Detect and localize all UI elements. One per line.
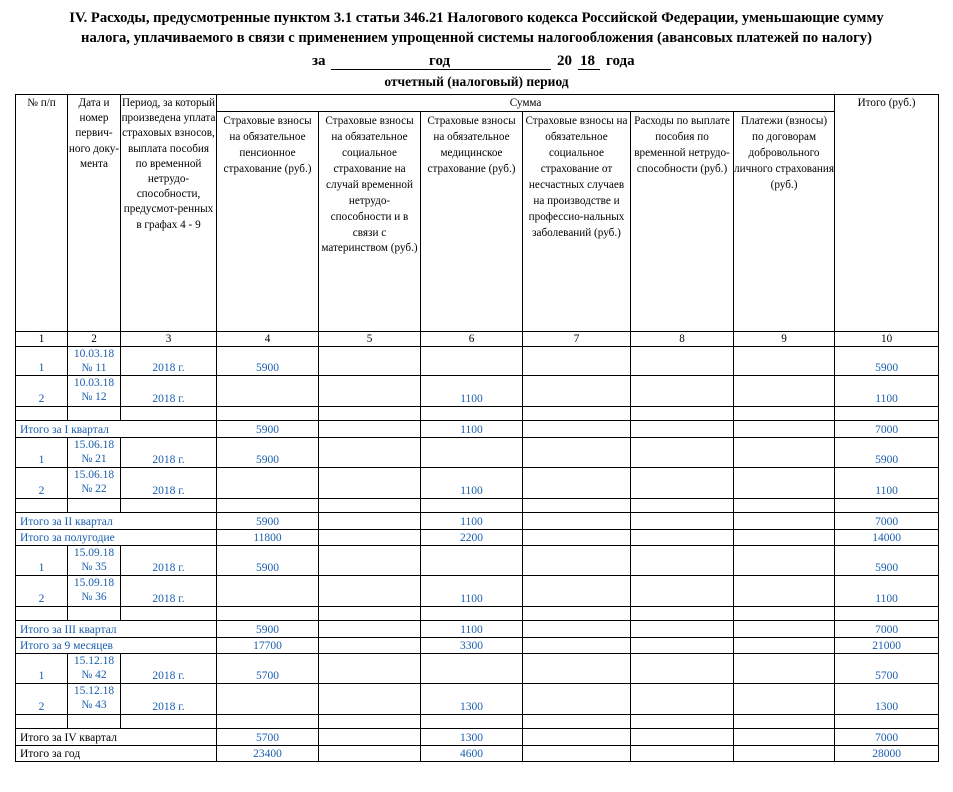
total-cell: 1100 (835, 576, 939, 607)
empty-cell (319, 347, 421, 376)
medical-cell: 4600 (421, 746, 523, 762)
pension-cell (217, 376, 319, 407)
total-cell: 5700 (835, 654, 939, 684)
header-col-6: Страховые взносы на обязательное медицинское страхование (руб.) (421, 112, 523, 332)
row-number: 2 (16, 576, 68, 607)
medical-cell: 2200 (421, 530, 523, 546)
medical-cell: 1100 (421, 421, 523, 438)
col-number: 2 (68, 332, 121, 347)
subtotal-row (16, 729, 939, 746)
total-cell: 14000 (835, 530, 939, 546)
document-date: 15.12.18 (73, 685, 115, 698)
medical-cell: 1100 (421, 621, 523, 638)
col-number: 10 (835, 332, 939, 347)
total-cell: 7000 (835, 621, 939, 638)
document-cell (68, 438, 121, 468)
col-number: 8 (631, 332, 734, 347)
period-cell: 2018 г. (121, 376, 217, 407)
header-col-5: Страховые взносы на обязательное социальное страхование на случай временной нетрудо-способности и в связи с материнством (руб.) (319, 112, 421, 332)
document-number: № 42 (81, 669, 107, 682)
document-number: № 35 (81, 561, 107, 574)
period-suffix: года (606, 53, 635, 69)
document-cell (68, 684, 121, 715)
header-row-1 (16, 95, 939, 112)
subtotal-label: Итого за II квартал (16, 513, 217, 530)
medical-cell: 1300 (421, 729, 523, 746)
header-col-3: Период, за который произведена уплата страховых взносов, выплата пособия по временной нетрудо-способности, предусмот-ренных в графах 4 - 9 (121, 95, 217, 332)
pension-cell: 5900 (217, 347, 319, 376)
subtotal-label: Итого за 9 месяцев (16, 638, 217, 654)
empty-cell (319, 376, 421, 407)
pension-cell (217, 684, 319, 715)
empty-cell (734, 376, 835, 407)
col-number: 9 (734, 332, 835, 347)
period-cell: 2018 г. (121, 468, 217, 499)
document-date: 10.03.18 (73, 348, 115, 361)
total-cell: 7000 (835, 421, 939, 438)
medical-cell: 1300 (421, 684, 523, 715)
total-cell: 7000 (835, 729, 939, 746)
subtotal-label: Итого за полугодие (16, 530, 217, 546)
row-number: 2 (16, 376, 68, 407)
empty-cell (631, 376, 734, 407)
total-cell: 5900 (835, 546, 939, 576)
pension-cell (217, 576, 319, 607)
total-cell: 1300 (835, 684, 939, 715)
document-cell (68, 654, 121, 684)
table-row (16, 347, 939, 376)
empty-cell (631, 347, 734, 376)
document-date: 15.09.18 (73, 547, 115, 560)
medical-cell (421, 438, 523, 468)
period-cell: 2018 г. (121, 347, 217, 376)
header-col-2: Дата и номер первич-ного доку-мента (68, 95, 121, 332)
empty-row (16, 499, 939, 513)
column-numbers-row (16, 332, 939, 347)
col-number: 3 (121, 332, 217, 347)
heading-line-1: IV. Расходы, предусмотренные пунктом 3.1 статьи 346.21 Налогового кодекса Российской Федерации, уменьшающие сумму (69, 10, 884, 26)
subtotal-label: Итого за IV квартал (16, 729, 217, 746)
table-row (16, 438, 939, 468)
header-col-7: Страховые взносы на обязательное социальное страхование от несчастных случаев на производстве и профессио-нальных заболеваний (руб.) (523, 112, 631, 332)
document-number: № 11 (81, 362, 107, 375)
row-number: 1 (16, 546, 68, 576)
medical-cell: 1100 (421, 376, 523, 407)
total-cell: 28000 (835, 746, 939, 762)
period-year: 18 (580, 53, 595, 69)
heading-line-2: налога, уплачиваемого в связи с применением упрощенной системы налогообложения (авансовых платежей по налогу) (81, 30, 872, 46)
grand-total-label: Итого за год (16, 746, 217, 762)
empty-row (16, 407, 939, 421)
document-number: № 22 (81, 483, 107, 496)
pension-cell: 5900 (217, 438, 319, 468)
medical-cell: 1100 (421, 468, 523, 499)
subtotal-row (16, 421, 939, 438)
period-century: 20 (557, 53, 572, 69)
document-date: 10.03.18 (73, 377, 115, 390)
period-cell: 2018 г. (121, 546, 217, 576)
table-row (16, 654, 939, 684)
row-number: 1 (16, 438, 68, 468)
medical-cell: 1100 (421, 576, 523, 607)
row-number: 1 (16, 347, 68, 376)
medical-cell (421, 654, 523, 684)
pension-cell: 5700 (217, 729, 319, 746)
period-cell: 2018 г. (121, 654, 217, 684)
pension-cell: 5700 (217, 654, 319, 684)
header-col-4: Страховые взносы на обязательное пенсионное страхование (руб.) (217, 112, 319, 332)
document-cell (68, 347, 121, 376)
subtotal-label: Итого за III квартал (16, 621, 217, 638)
document-number: № 36 (81, 591, 107, 604)
pension-cell: 5900 (217, 621, 319, 638)
pension-cell (217, 468, 319, 499)
medical-cell: 3300 (421, 638, 523, 654)
total-cell: 5900 (835, 347, 939, 376)
document-date: 15.06.18 (73, 439, 115, 452)
pension-cell: 5900 (217, 546, 319, 576)
col-number: 1 (16, 332, 68, 347)
document-date: 15.06.18 (73, 469, 115, 482)
table-row (16, 376, 939, 407)
pension-cell: 5900 (217, 421, 319, 438)
subtotal-label: Итого за I квартал (16, 421, 217, 438)
subtotal-row (16, 638, 939, 654)
period-cell: 2018 г. (121, 438, 217, 468)
period-cell: 2018 г. (121, 684, 217, 715)
table-row (16, 468, 939, 499)
document-number: № 43 (81, 699, 107, 712)
row-number: 2 (16, 468, 68, 499)
header-col-9: Платежи (взносы) по договорам добровольного личного страхования (руб.) (734, 112, 835, 332)
period-cell: 2018 г. (121, 576, 217, 607)
grand-total-row (16, 746, 939, 762)
document-cell (68, 376, 121, 407)
empty-cell (523, 347, 631, 376)
medical-cell: 1100 (421, 513, 523, 530)
document-date: 15.12.18 (73, 655, 115, 668)
document-date: 15.09.18 (73, 577, 115, 590)
period-prefix: за (312, 53, 326, 69)
medical-cell (421, 347, 523, 376)
total-cell: 1100 (835, 376, 939, 407)
total-cell: 5900 (835, 438, 939, 468)
subtotal-row (16, 530, 939, 546)
col-number: 6 (421, 332, 523, 347)
total-cell: 1100 (835, 468, 939, 499)
row-number: 1 (16, 654, 68, 684)
empty-row (16, 715, 939, 729)
section-heading (0, 8, 953, 48)
row-number: 2 (16, 684, 68, 715)
document-cell (68, 546, 121, 576)
document-cell (68, 576, 121, 607)
period-word: год (429, 53, 451, 69)
medical-cell (421, 546, 523, 576)
document-number: № 21 (81, 453, 107, 466)
header-col-8: Расходы по выплате пособия по временной нетрудо-способности (руб.) (631, 112, 734, 332)
col-number: 4 (217, 332, 319, 347)
empty-row (16, 607, 939, 621)
empty-cell (523, 376, 631, 407)
pension-cell: 17700 (217, 638, 319, 654)
expenses-table (15, 94, 939, 762)
document-cell (68, 468, 121, 499)
header-sum-group: Сумма (217, 95, 835, 112)
header-col-10: Итого (руб.) (835, 95, 939, 332)
total-cell: 21000 (835, 638, 939, 654)
subtotal-row (16, 513, 939, 530)
total-cell: 7000 (835, 513, 939, 530)
pension-cell: 23400 (217, 746, 319, 762)
period-caption: отчетный (налоговый) период (384, 74, 569, 89)
table-row (16, 684, 939, 715)
table-row (16, 576, 939, 607)
pension-cell: 11800 (217, 530, 319, 546)
document-number: № 12 (81, 391, 107, 404)
header-col-1: № п/п (16, 95, 68, 332)
subtotal-row (16, 621, 939, 638)
col-number: 5 (319, 332, 421, 347)
pension-cell: 5900 (217, 513, 319, 530)
col-number: 7 (523, 332, 631, 347)
empty-cell (734, 347, 835, 376)
table-row (16, 546, 939, 576)
period-line (0, 53, 953, 73)
